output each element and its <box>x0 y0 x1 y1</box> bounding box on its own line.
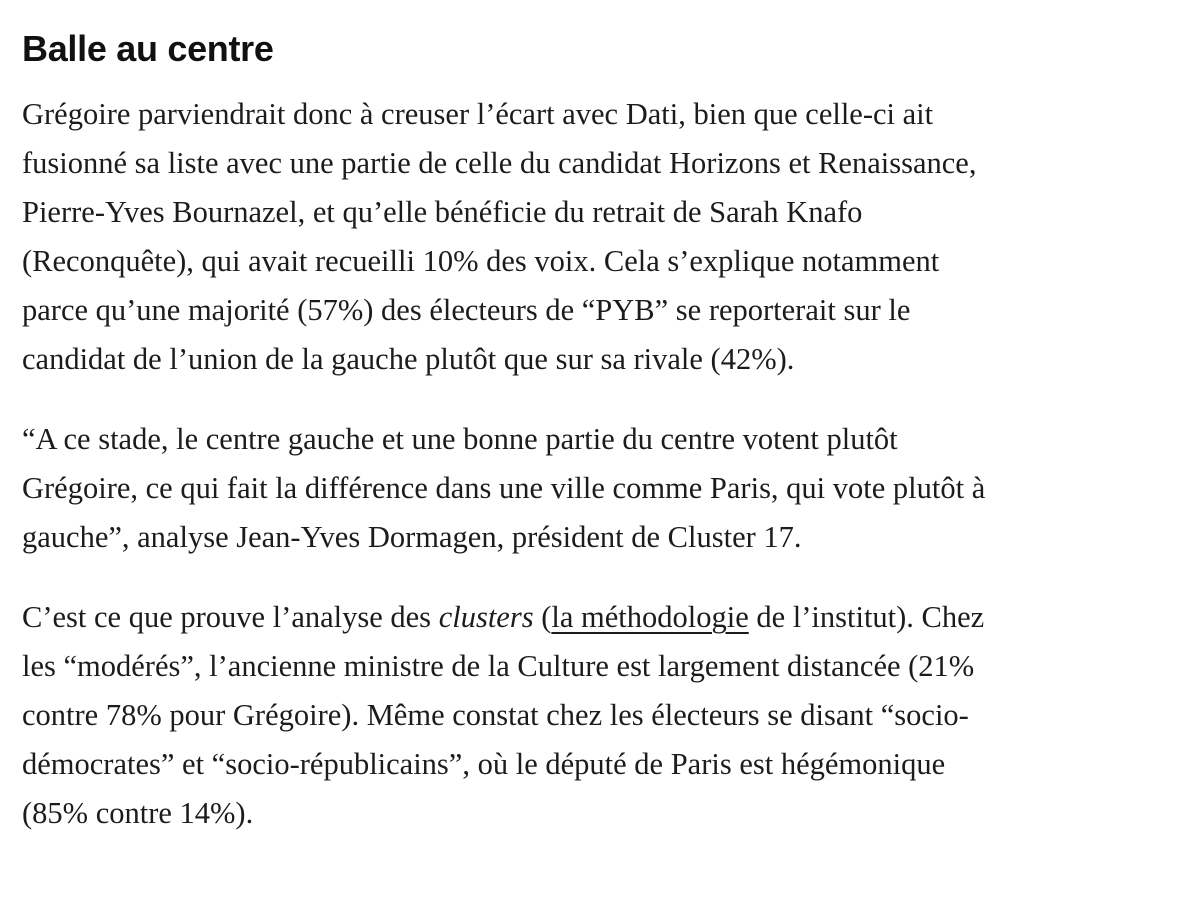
text-segment: de l’institut). Chez <box>748 600 985 634</box>
section-heading: Balle au centre <box>22 28 274 69</box>
paragraph-line: (85% contre 14%). <box>22 796 254 830</box>
paragraph-line: les “modérés”, l’ancienne ministre de la Culture est largement distancée (21% <box>22 649 975 683</box>
paragraph-line: (Reconquête), qui avait recueilli 10% des voix. Cela s’explique notamment <box>22 244 940 278</box>
paragraph-line: “A ce stade, le centre gauche et une bonne partie du centre votent plutôt <box>22 422 898 456</box>
paragraph-3 <box>22 593 1182 838</box>
paragraph-line: fusionné sa liste avec une partie de celle du candidat Horizons et Renaissance, <box>22 146 977 180</box>
paragraph-line: Grégoire, ce qui fait la différence dans une ville comme Paris, qui vote plutôt à <box>22 471 986 505</box>
paragraph-line: gauche”, analyse Jean-Yves Dormagen, président de Cluster 17. <box>22 520 802 554</box>
paragraph-line: Grégoire parviendrait donc à creuser l’écart avec Dati, bien que celle-ci ait <box>22 97 934 131</box>
paragraph-2-quote <box>22 415 1182 562</box>
paragraph-line: démocrates” et “socio-républicains”, où le député de Paris est hégémonique <box>22 747 946 781</box>
methodology-link[interactable]: la méthodologie <box>551 600 749 634</box>
paragraph-line: Pierre-Yves Bournazel, et qu’elle bénéficie du retrait de Sarah Knafo <box>22 195 863 229</box>
text-segment: ( <box>533 600 552 634</box>
paragraph-1 <box>22 90 1182 384</box>
paragraph-line <box>22 593 1182 642</box>
paragraph-line: contre 78% pour Grégoire). Même constat chez les électeurs se disant “socio- <box>22 698 969 732</box>
paragraph-line: candidat de l’union de la gauche plutôt que sur sa rivale (42%). <box>22 342 795 376</box>
paragraph-line: parce qu’une majorité (57%) des électeurs de “PYB” se reporterait sur le <box>22 293 911 327</box>
text-segment: C’est ce que prouve l’analyse des <box>22 600 439 634</box>
article-body <box>22 20 1182 869</box>
italic-term-clusters: clusters <box>438 600 534 634</box>
